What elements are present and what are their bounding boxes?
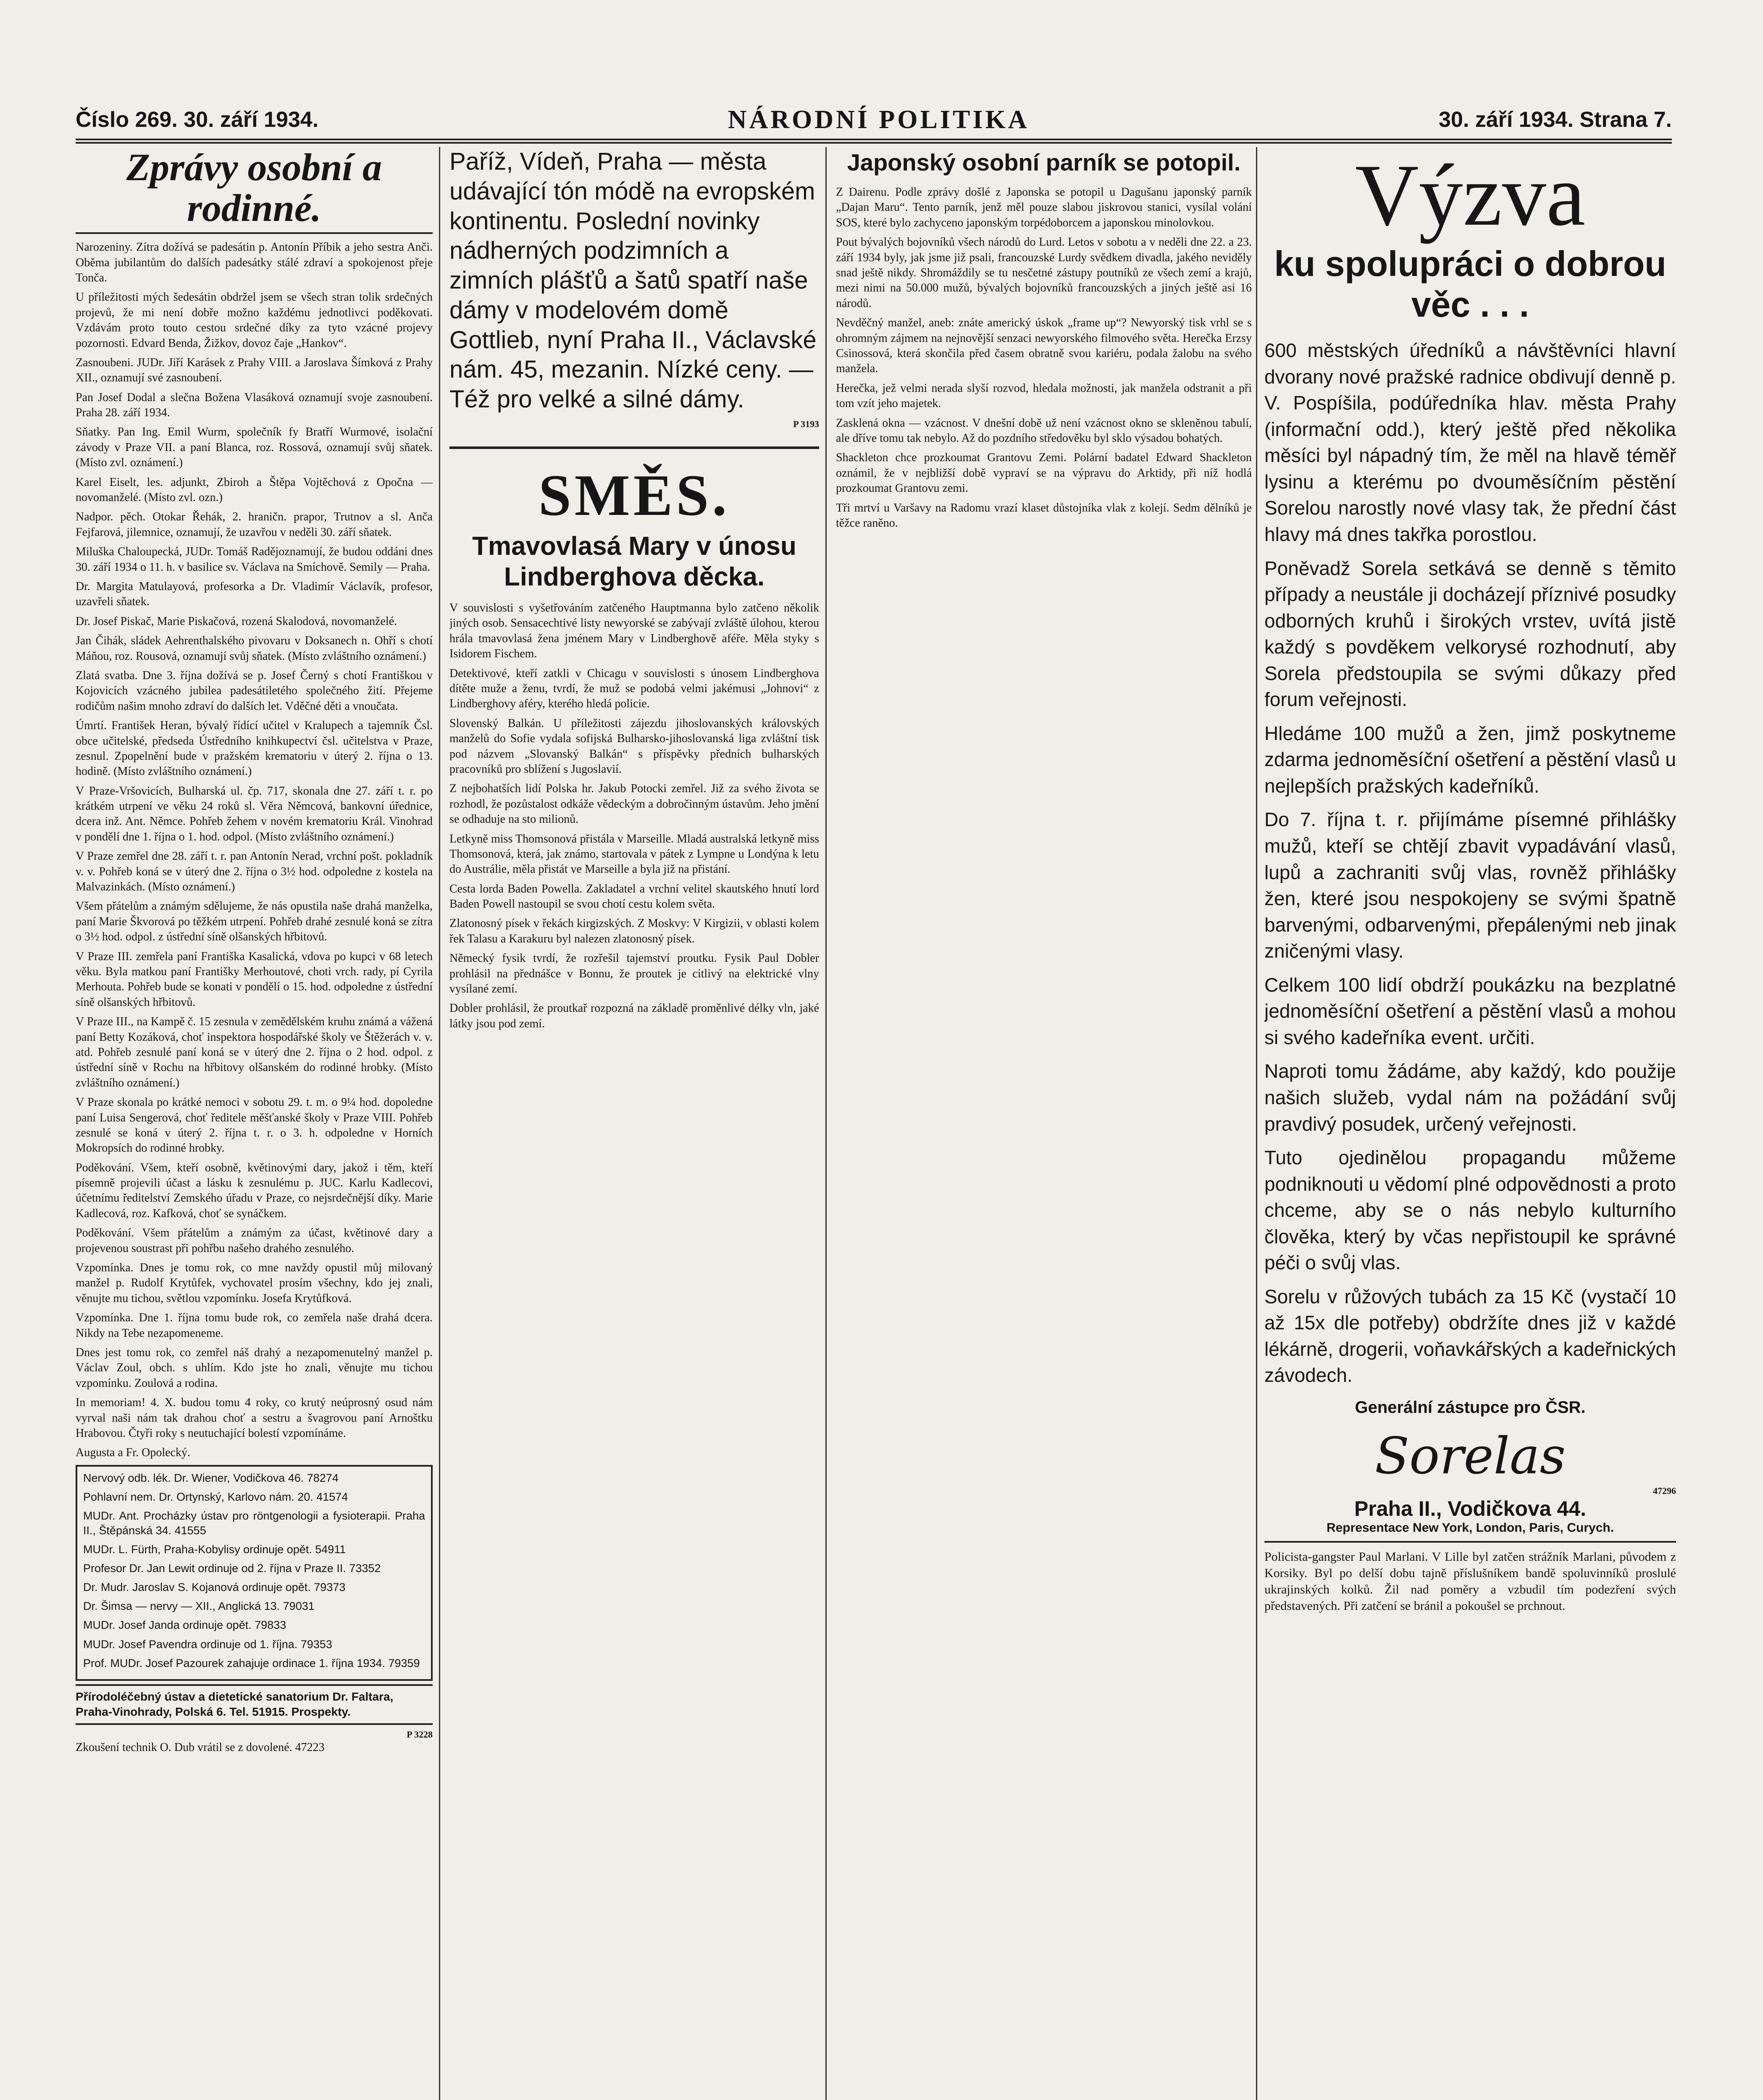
article-paragraph: Shackleton chce prozkoumat Grantovu Zemi. Polární badatel Edward Shackleton oznámil, že v nejbližší době vypraví se na výpravu do Arktidy, při níž hodlá prozkoumat Grantovu zemi. xyxy=(836,451,1252,495)
news-item: Vzpomínka. Dne 1. října tomu bude rok, co zemřela naše drahá dcera. Nikdy na Tebe nezapomeneme. xyxy=(76,1311,433,1340)
section-title: SMĚS. xyxy=(449,446,819,529)
doctor-ad: Nervový odb. lék. Dr. Wiener, Vodičkova 46. 78274 xyxy=(83,1471,339,1484)
advert-title: Výzva xyxy=(1355,147,1586,244)
ad-last: Zkoušení technik O. Dub vrátil se z dovolené. 47223 xyxy=(76,1740,325,1754)
advert-paragraph: Poněvadž Sorela setkává se denně s těmito případy a neustále ji docházejí příznivé posudky odborných kruhů i širokých vrstev, uvítá jistě každý s povděkem velkorysé rozhodnutí, aby Sorela předstoupila se svými důkazy před forum veřejnosti. xyxy=(1264,557,1676,711)
advert-paragraph: Hledáme 100 mužů a žen, jimž poskytneme zdarma jednoměsíční ošetření a pěstění vlasů u nejlepších pražských kadeřníků. xyxy=(1264,722,1676,797)
column-divider xyxy=(439,147,440,2100)
news-item: V Praze-Vršovicích, Bulharská ul. čp. 717, skonala dne 27. září t. r. po krátkém utrpení ve věku 24 roků sl. Věra Němcová, bankovní úřednice, dcera inž. Ant. Němce. Pohřeb žehem v novém krematoriu Král. Vinohrad v pondělí dne 1. října o 1. hod. odpol. (Místo zvláštního oznámení.) xyxy=(76,784,433,843)
article-paragraph: V souvislosti s vyšetřováním zatčeného Hauptmanna bylo zatčeno několik jiných osob. Sensacechtivé listy newyorské se zabývají zvláště úlohou, kterou hrála tmavovlasá žena jménem Mary v Lindberghově aféře. Měla styky s Isidorem Fischem. xyxy=(449,601,819,661)
doctor-ad: MUDr. Josef Janda ordinuje opět. 79833 xyxy=(83,1619,286,1632)
advert-paragraph: Celkem 100 lidí obdrží poukázku na bezplatné jednoměsíční ošetření a pěstění vlasů a mohou si svého kadeřníka event. určiti. xyxy=(1264,974,1676,1048)
news-item: U příležitosti mých šedesátin obdržel jsem se všech stran tolik srdečných projevů, že mi není dobře možno každému jednotlivci poděkovati. Vzdávám proto touto cestou srdečné díky za tyto vzácné projevy pozornosti. Edvard Benda, Žižkov, dovoz čaje „Hankov“. xyxy=(76,291,433,350)
column-personal-news xyxy=(76,147,433,2100)
issue-date: Číslo 269. 30. září 1934. xyxy=(76,108,319,132)
news-item: Sňatky. Pan Ing. Emil Wurm, společník fy Bratří Wurmové, isolační závody v Praze VII. a paní Blanca, roz. Rossová, oznamují svůj sňatek. (Místo zvl. oznámení.) xyxy=(76,425,433,470)
article-paragraph: Pout bývalých bojovníků všech národů do Lurd. Letos v sobotu a v neděli dne 22. a 23. září 1934 byly, jak jsme již psali, francouzské Lurdy svědkem divadla, jakého neviděly snad ještě nikdy. Shromáždily se tu nesčetné zástupy poutníků ze všech zemí a krajů, mezi nimi na 50.000 mužů, bývalých bojovníků francouzských a jiných ještě asi 16 národů. xyxy=(836,236,1252,310)
news-item: Všem přátelům a známým sdělujeme, že nás opustila naše drahá manželka, paní Marie Škvorová po těžkém utrpení. Pohřeb drahé zesnulé koná se zítra o 3½ hod. odpol. z ústřední síně olšanských hřbitovů. xyxy=(76,900,433,944)
article-title: Japonský osobní parník se potopil. xyxy=(847,149,1241,176)
news-item: V Praze III., na Kampě č. 15 zesnula v zemědělském kruhu známá a vážená paní Betty Kozáková, choť inspektora hospodářské školy ve Štěžerách v. v. atd. Pohřeb zesnulé paní koná se v úterý dne 2. října o 2 hod. odpol. z ústřední síně v Rochu na hřbitovy olšanském do rodinné hrobky. (Místo zvláštního oznámení.) xyxy=(76,1015,433,1089)
column-mixed xyxy=(449,147,819,2100)
advert-paragraph: Do 7. října t. r. přijímáme písemné přihlášky mužů, kteří se chtějí zbavit vypadávání vlasů, lupů a zachraniti svůj vlas, rovněž přihlášky žen, které jsou nespokojeny se svými špatně barvenými, odbarvenými, přepálenými neb jinak zničenými vlasy. xyxy=(1264,808,1676,962)
fashion-ad: Paříž, Vídeň, Praha — města udávající tón módě na evropském kontinentu. Poslední novinky nádherných podzimních a zimních plášťů a šatů spatří naše dámy v modelovém domě Gottlieb, nyní Praha II., Václavské nám. 45, mezanin. Nízké ceny. — Též pro velké a silné dámy. xyxy=(449,148,817,413)
news-item: Zasnoubeni. JUDr. Jiří Karásek z Prahy VIII. a Jaroslava Šímková z Prahy XII., oznamují své zasnoubení. xyxy=(76,356,433,385)
news-item: Poděkování. Všem přátelům a známým za účast, květinové dary a projevenou soustrast při pohřbu našeho drahého zesnulého. xyxy=(76,1226,433,1255)
news-item: V Praze III. zemřela paní Františka Kasalická, vdova po kupci v 68 letech věku. Byla matkou paní Františky Merhoutové, choti vrch. rady, pí Cyrila Merhouta. Pohřeb bude se konati v pondělí o 15. hod. odpoledne z ústřední síně olšanských hřbitovů. xyxy=(76,950,433,1009)
advert-paragraph: Sorelu v růžových tubách za 15 Kč (vystačí 10 až 15x dle potřeby) obdržíte dnes již v každé lékárně, drogerii, voňavkářských a kadeřnických závodech. xyxy=(1264,1285,1676,1386)
article-body: Policista-gangster Paul Marlani. V Lille byl zatčen strážník Marlani, původem z Korsiky. Byl po delší dobu tajně příslušníkem bandě spoluvinníků proslulé ukrajinských kolků. Žil nad poměry a vzbudil tím podezření svých představených. Při zatčení se bránil a pokoušel se prchnout. xyxy=(1264,1550,1676,1613)
news-item: V Praze zemřel dne 28. září t. r. pan Antonín Nerad, vrchní pošt. pokladník v. v. Pohřeb koná se v úterý dne 2. října o 3½ hod. odpoledne z kostela na Malvazinkách. (Místo oznámení.) xyxy=(76,850,433,894)
sorela-advert xyxy=(1264,147,1676,2100)
section-heading: Zprávy osobní a rodinné. xyxy=(76,147,433,234)
doctor-ad: MUDr. Ant. Procházky ústav pro röntgenologii a fysioterapii. Praha II., Štěpánská 34. 41555 xyxy=(83,1509,425,1537)
article-paragraph: Nevděčný manžel, aneb: znáte americký úskok „frame up“? Newyorský tisk vrhl se s ohromným zájmem na nejnovější senzaci newyorského filmového světa. Herečka Erzsy Csinossová, která skončila před časem obratně svou kariéru, podala žalobu na svého manžela. xyxy=(836,316,1252,375)
article-paragraph: Tři mrtví u Varšavy na Radomu vrazí klaset důstojníka vlak z kolejí. Sedm dělníků je těžce raněno. xyxy=(836,501,1252,530)
ad-code: P 3193 xyxy=(793,418,819,429)
rep-label: Generální zástupce pro ČSR. xyxy=(1355,1398,1586,1417)
ad-code: 47296 xyxy=(1653,1486,1676,1496)
article-paragraph: Dobler prohlásil, že proutkař rozpozná na základě proměnlivé délky vln, jaké látky jsou pod zemí. xyxy=(449,1002,819,1030)
news-item: Zlatá svatba. Dne 3. října dožívá se p. Josef Černý s chotí Františkou v Kojovicích vzácného jubilea padesátiletého společného žití. Přejeme rodičům našim mnoho zdraví do dalších let. Vděčné děti a vnoučata. xyxy=(76,669,433,713)
news-item: Miluška Chaloupecká, JUDr. Tomáš Radějoznamují, že budou oddáni dnes 30. září 1934 o 11. h. v basilice sv. Václava na Smíchově. Semily — Praha. xyxy=(76,545,433,574)
news-item: In memoriam! 4. X. budou tomu 4 roky, co krutý neúprosný osud nám vyrval naši nám tak drahou choť a sestru a švagrovou paní Arnoštku Hrabovou. Čtyři roky s neutuchající bolestí vzpomínáme. xyxy=(76,1396,433,1440)
article-paragraph: Z Dairenu. Podle zprávy došlé z Japonska se potopil u Dagušanu japonský parník „Dajan Maru“. Tento parník, jenž měl pouze slabou jiskrovou stanici, vysílal volání SOS, které bylo zachyceno japonským torpédoborcem a japonskou minolovkou. xyxy=(836,186,1252,229)
news-item: Úmrtí. František Heran, bývalý řídící učitel v Kralupech a tajemník Čsl. obce učitelské, předseda Ústředního knihkupectví čsl. učitelstva v Praze, zesnul. Zpopelnění bude v pražském krematoriu v úterý 2. října o 13. hodině. (Místo zvláštního oznámení.) xyxy=(76,719,433,778)
news-item: Dnes jest tomu rok, co zemřel náš drahý a nezapomenutelný manžel p. Václav Zoul, obch. s uhlím. Kdo jste ho znali, věnujte mu tichou vzpomínku. Zoulová a rodina. xyxy=(76,1346,433,1390)
article-paragraph: Slovenský Balkán. U příležitosti zájezdu jihoslovanských královských manželů do Sofie vydala sofijská Bulharsko-jihoslovanská liga zvláštní tisk pod názvem „Slovanský Balkán“ s příspěvky předních bulharských pracovníků pro sblížení s Jugoslavií. xyxy=(449,717,819,776)
news-item: Dr. Josef Piskač, Marie Piskačová, rozená Skalodová, novomanželé. xyxy=(76,614,397,628)
doctor-ad: Profesor Dr. Jan Lewit ordinuje od 2. října v Praze II. 73352 xyxy=(83,1562,381,1575)
doctor-ad: MUDr. L. Fürth, Praha-Kobylisy ordinuje opět. 54911 xyxy=(83,1543,346,1556)
doctor-ad: Dr. Mudr. Jaroslav S. Kojanová ordinuje opět. 79373 xyxy=(83,1581,346,1594)
advert-body xyxy=(1264,337,1676,1389)
sanatorium-ad: Přírodoléčebný ústav a dietetické sanatorium Dr. Faltara, Praha-Vinohrady, Polská 6. Tel. 51915. Prospekty. xyxy=(76,1684,433,1725)
representation: Representace New York, London, Paris, Curych. xyxy=(1264,1521,1676,1543)
news-item: Narozeniny. Zítra dožívá se padesátin p. Antonín Příbik a jeho sestra Anči. Oběma jubilantům do dalších padesátky stálé zdraví a spokojenost přeje Tonča. xyxy=(76,241,433,284)
news-item: Augusta a Fr. Opolecký. xyxy=(76,1446,190,1460)
news-item: Jan Čihák, sládek Aehrenthalského pivovaru v Doksanech n. Ohří s chotí Máňou, roz. Rousová, oznamují svůj sňatek. (Místo zvláštního oznámení.) xyxy=(76,634,433,663)
article-paragraph: Herečka, jež velmi nerada slyší rozvod, hledala možnosti, jak manžela odstranit a při tom vzít jeho majetek. xyxy=(836,381,1252,410)
advert-paragraph: 600 městských úředníků a návštěvníci hlavní dvorany nové pražské radnice obdivují denně p. V. Pospíšila, podúředníka hlav. města Prahy (informační odd.), který ještě před několika měsíci byl nápadný tím, že měl na hlavě téměř lysinu a kterému po dvouměsíčním pěstění Sorelou narostly nové vlasy tak, že přední část hlavy má dnes takřka porostlou. xyxy=(1264,339,1676,546)
sorela-signature-logo: Sorelas xyxy=(1374,1427,1566,1486)
doctor-ad: Dr. Šimsa — nervy — XII., Anglická 13. 79031 xyxy=(83,1600,315,1613)
column-news xyxy=(836,147,1252,2100)
article-paragraph: Zasklená okna — vzácnost. V dnešní době už není vzácnost okno se skleněnou tabulí, ale dříve tomu tak nebylo. Až do pozdního středověku byl sklo výsadou bohatých. xyxy=(836,416,1252,445)
ad-code: P 3228 xyxy=(407,1729,433,1740)
article-paragraph: Zlatonosný písek v řekách kirgizských. Z Moskvy: V Kirgizii, v oblasti kolem řek Talasu a Karakuru byl nalezen zlatonosný písek. xyxy=(449,917,819,945)
newspaper-title: NÁRODNÍ POLITIKA xyxy=(728,105,1030,134)
news-item: Poděkování. Všem, kteří osobně, květinovými dary, jakož i těm, kteří písemně projevili účast a lásku k zesnulému p. JUC. Karlu Kadlecovi, účetnímu ředitelství Zemského úřadu v Praze, co nejsrdečnější díky. Marie Kadlecová, roz. Kafková, choť se synáčkem. xyxy=(76,1161,433,1220)
column-divider xyxy=(1256,147,1257,2100)
article-paragraph: Letkyně miss Thomsonová přistála v Marseille. Mladá australská letkyně miss Thomsonová, která, jak známo, startovala v pátek z Lympne u Londýna k letu do Austrálie, měla přistát ve Marseille a byla již na přistání. xyxy=(449,832,819,876)
doctors-ads xyxy=(76,1465,433,1681)
address: Praha II., Vodičkova 44. xyxy=(1354,1497,1587,1521)
article-body xyxy=(449,601,819,1032)
column-divider xyxy=(825,147,827,2100)
article-paragraph: Německý fysik tvrdí, že rozřešil tajemství proutku. Fysik Paul Dobler prohlásil na přednášce v Bonnu, že proutek je citlivý na elektrické vlny vysílané zemí. xyxy=(449,952,819,996)
personal-news-list xyxy=(76,240,433,1461)
article-body xyxy=(836,185,1252,531)
news-item: Dr. Margita Matulayová, profesorka a Dr. Vladimír Václavík, profesor, uzavřeli sňatek. xyxy=(76,580,433,609)
news-item: Karel Eiselt, les. adjunkt, Zbiroh a Štěpa Vojtěchová z Opočna — novomanželé. (Místo zvl. ozn.) xyxy=(76,475,433,504)
advert-subtitle: ku spolupráci o dobrou věc . . . xyxy=(1274,244,1666,324)
doctor-ad: MUDr. Josef Pavendra ordinuje od 1. října. 79353 xyxy=(83,1638,332,1651)
doctor-ad: Pohlavní nem. Dr. Ortynský, Karlovo nám. 20. 41574 xyxy=(83,1490,348,1503)
doctor-ad: Prof. MUDr. Josef Pazourek zahajuje ordinace 1. října 1934. 79359 xyxy=(83,1656,420,1670)
news-item: V Praze skonala po krátké nemoci v sobotu 29. t. m. o 9¼ hod. dopoledne paní Luisa Sengerová, choť ředitele měšťanské školy v Praze VIII. Pohřeb zesnulé se koná v úterý 2. října t. r. o 3. h. odpoledne v Horních Mokropsích do rodinné hrobky. xyxy=(76,1096,433,1155)
news-item: Pan Josef Dodal a slečna Božena Vlasáková oznamují svoje zasnoubení. Praha 28. září 1934. xyxy=(76,391,433,420)
advert-paragraph: Tuto ojedinělou propagandu můžeme podniknouti u vědomí plné odpovědnosti a proto chceme, aby se o nás nebylo kulturního člověka, který by včas nepřistoupil ke správné péči o svůj vlas. xyxy=(1264,1147,1676,1274)
article-paragraph: Z nejbohatších lidí Polska hr. Jakub Potocki zemřel. Již za svého života se rozhodl, že pozůstalost odkáže vědeckým a dobročinným ústavům. Jeho jmění se odhaduje na sto milionů. xyxy=(449,782,819,826)
news-item: Nadpor. pěch. Otokar Řehák, 2. hraničn. prapor, Trutnov a sl. Anča Fejfarová, jilemnice, oznamují, že uzavřou v neděli 30. září sňatek. xyxy=(76,510,433,539)
article-title: Tmavovlasá Mary v únosu Lindberghova děcka. xyxy=(472,531,796,591)
page-number: 30. září 1934. Strana 7. xyxy=(1438,108,1672,132)
article-paragraph: Detektivové, kteří zatkli v Chicagu v souvislosti s únosem Lindberghova dítěte muže a ženu, tvrdí, že muž se podobá velmi jakémusi „Johnovi“ z Lindberghovy aféry, kterého hledá policie. xyxy=(449,667,819,711)
advert-paragraph: Naproti tomu žádáme, aby každý, kdo použije našich služeb, vydal nám na požádání svůj pravdivý posudek, určený veřejnosti. xyxy=(1264,1060,1676,1135)
masthead xyxy=(76,101,1672,144)
news-item: Vzpomínka. Dnes je tomu rok, co mne navždy opustil můj milovaný manžel p. Rudolf Krytůfek, vychovatel prosím všechny, kdo jej znali, věnujte mu tichou, světlou vzpomínku. Josefa Krytůfková. xyxy=(76,1261,433,1305)
article-paragraph: Cesta lorda Baden Powella. Zakladatel a vrchní velitel skautského hnutí lord Baden Powell nastoupil se svou chotí cestu kolem světa. xyxy=(449,882,819,911)
